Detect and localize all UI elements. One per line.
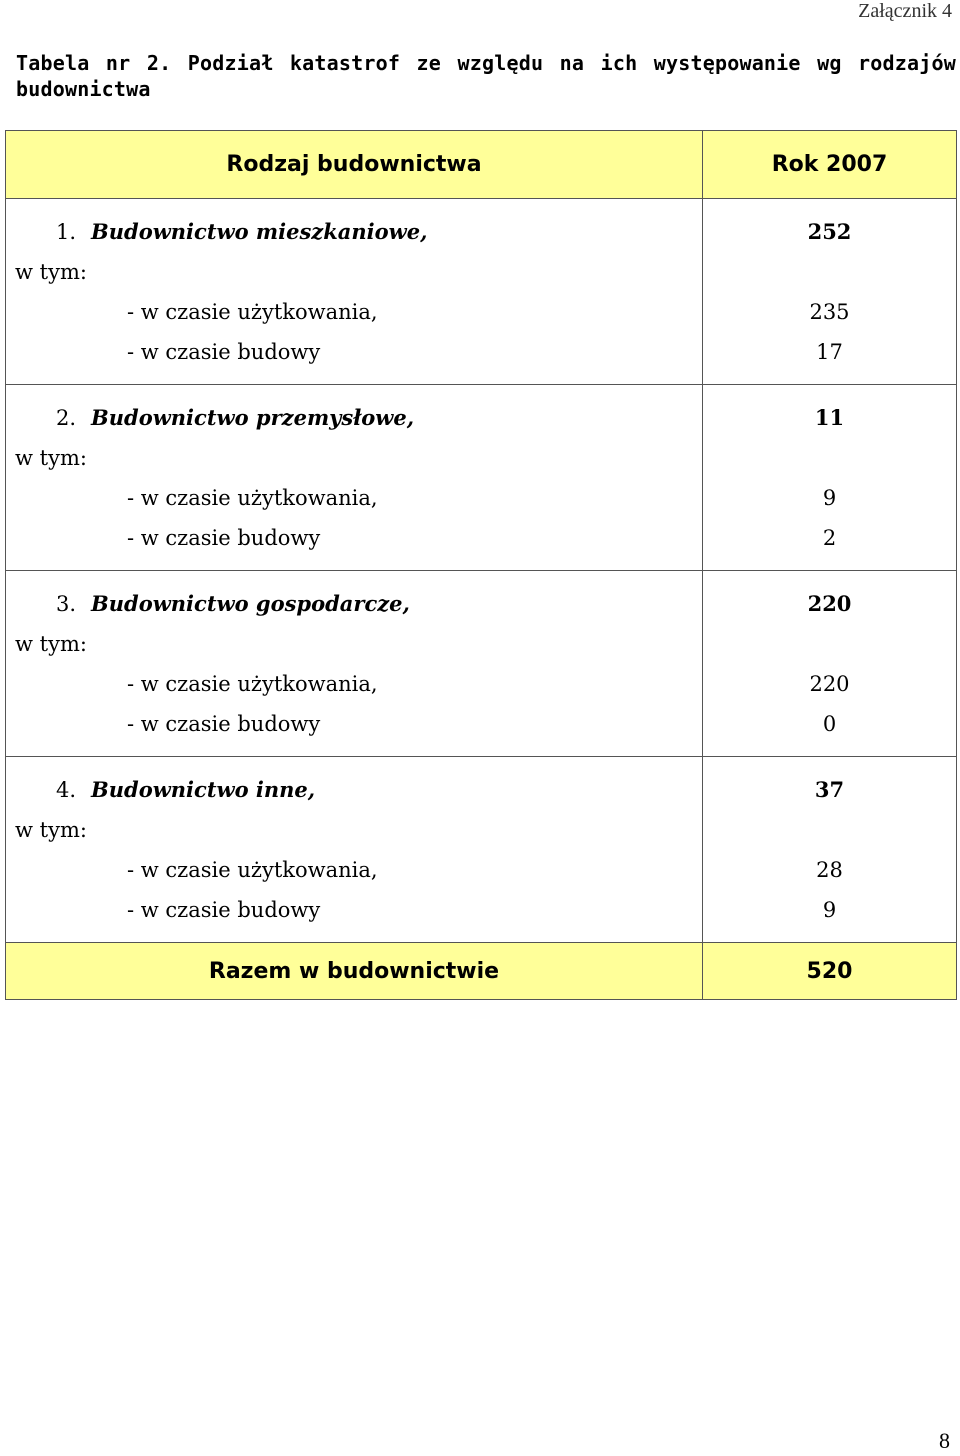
row-val-construction: 0 bbox=[822, 712, 837, 736]
header-construction-type: Rodzaj budownictwa bbox=[6, 131, 703, 198]
row-number: 1. bbox=[56, 220, 77, 244]
total-value: 520 bbox=[806, 958, 853, 984]
row-val-usage: 9 bbox=[822, 486, 837, 510]
row-val-usage: 220 bbox=[809, 672, 850, 696]
row-category: Budownictwo inne, bbox=[91, 777, 316, 802]
table-row bbox=[6, 385, 956, 571]
annex-label: Załącznik 4 bbox=[858, 0, 952, 22]
table-row bbox=[6, 199, 956, 385]
row-total: 220 bbox=[807, 591, 852, 616]
row-wtym: w tym: bbox=[15, 818, 87, 842]
page-number: 8 bbox=[939, 1428, 950, 1453]
row-wtym: w tym: bbox=[15, 260, 87, 284]
row-category: Budownictwo gospodarcze, bbox=[91, 591, 410, 616]
total-label: Razem w budownictwie bbox=[6, 943, 703, 999]
row-sub-usage: - w czasie użytkowania, bbox=[127, 858, 378, 882]
table-title: Tabela nr 2. Podział katastrof ze względu na ich występowanie wg rodzajów budownictwa bbox=[16, 51, 956, 101]
row-number: 3. bbox=[56, 592, 77, 616]
row-val-construction: 9 bbox=[822, 898, 837, 922]
row-total: 37 bbox=[814, 777, 845, 802]
row-val-usage: 235 bbox=[809, 300, 850, 324]
row-sub-construction: - w czasie budowy bbox=[127, 340, 321, 364]
row-number: 4. bbox=[56, 778, 77, 802]
row-number: 2. bbox=[56, 406, 77, 430]
table-header-row bbox=[6, 131, 956, 199]
row-category: Budownictwo mieszkaniowe, bbox=[91, 219, 428, 244]
row-sub-construction: - w czasie budowy bbox=[127, 898, 321, 922]
row-sub-construction: - w czasie budowy bbox=[127, 526, 321, 550]
row-sub-usage: - w czasie użytkowania, bbox=[127, 300, 378, 324]
row-val-usage: 28 bbox=[816, 858, 843, 882]
table-row bbox=[6, 571, 956, 757]
row-sub-construction: - w czasie budowy bbox=[127, 712, 321, 736]
row-sub-usage: - w czasie użytkowania, bbox=[127, 486, 378, 510]
row-wtym: w tym: bbox=[15, 446, 87, 470]
row-val-construction: 17 bbox=[816, 340, 843, 364]
header-year: Rok 2007 bbox=[771, 152, 888, 177]
row-sub-usage: - w czasie użytkowania, bbox=[127, 672, 378, 696]
row-total: 252 bbox=[807, 219, 852, 244]
table-row bbox=[6, 757, 956, 943]
row-wtym: w tym: bbox=[15, 632, 87, 656]
row-total: 11 bbox=[814, 405, 845, 430]
table-total-row bbox=[6, 943, 956, 999]
disaster-table bbox=[5, 130, 957, 1000]
row-val-construction: 2 bbox=[822, 526, 837, 550]
row-category: Budownictwo przemysłowe, bbox=[91, 405, 415, 430]
